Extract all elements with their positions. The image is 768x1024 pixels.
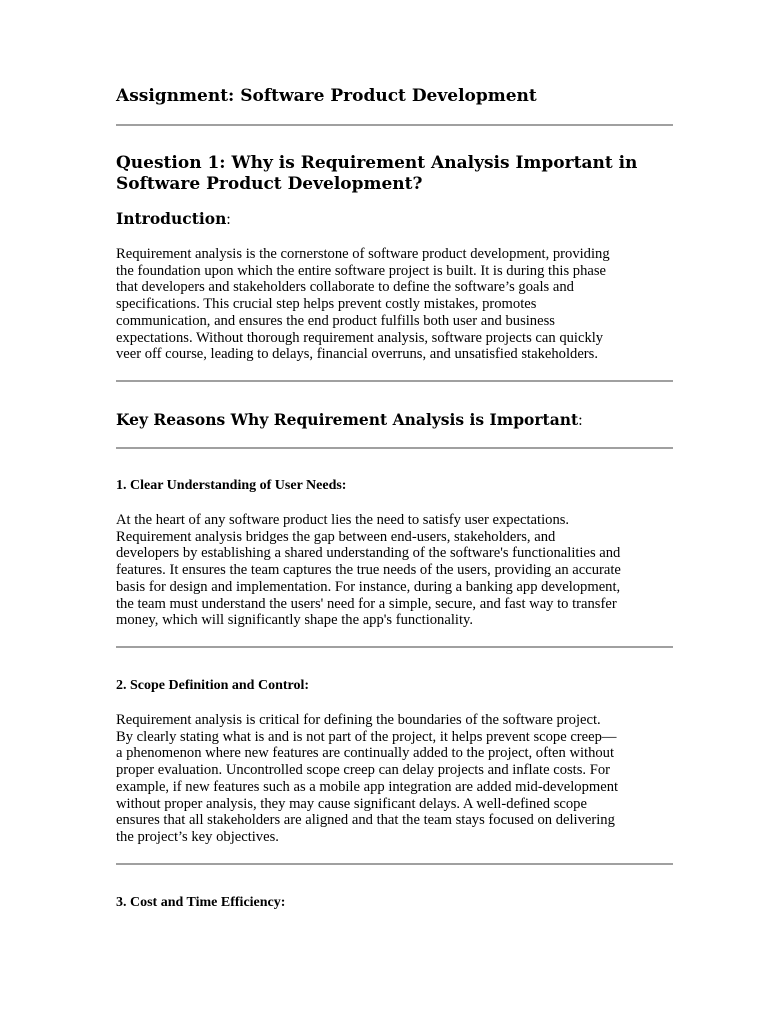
paragraph-line: the foundation upon which the entire software project is built. It is during this phase	[116, 262, 607, 279]
section-heading-user-needs: 1. Clear Understanding of User Needs:	[116, 478, 347, 493]
paragraph-line: specifications. This crucial step helps prevent costly mistakes, promotes	[116, 296, 537, 313]
divider	[116, 447, 673, 449]
paragraph-line: a phenomenon where new features are continually added to the project, often without	[116, 745, 615, 762]
section-heading-cost-time: 3. Cost and Time Efficiency:	[116, 895, 286, 910]
question-title-line: Question 1: Why is Requirement Analysis Important in	[116, 153, 638, 173]
paragraph-line: example, if new features such as a mobile app integration are added mid-development	[116, 778, 619, 795]
introduction-paragraph	[116, 246, 673, 363]
key-reasons-heading	[116, 410, 583, 430]
introduction-heading	[116, 209, 231, 229]
section-heading-scope: 2. Scope Definition and Control:	[116, 678, 310, 693]
paragraph-line: the team must understand the users' need for a simple, secure, and fast way to transfer	[116, 595, 617, 612]
paragraph-line: expectations. Without thorough requirement analysis, software projects can quickly	[116, 329, 604, 346]
paragraph-line: without proper analysis, they may cause significant delays. A well-defined scope	[116, 795, 587, 812]
paragraph-line: that developers and stakeholders collaborate to define the software’s goals and	[116, 279, 574, 296]
paragraph-line: proper evaluation. Uncontrolled scope creep can delay projects and inflate costs. For	[116, 762, 610, 779]
paragraph-line: basis for design and implementation. For instance, during a banking app development,	[116, 578, 621, 595]
heading-colon: :	[578, 412, 583, 429]
paragraph-line: ensures that all stakeholders are aligned and that the team stays focused on delivering	[116, 812, 615, 829]
divider	[116, 124, 673, 126]
assignment-title: Assignment: Software Product Development	[116, 86, 537, 106]
paragraph-line: Requirement analysis is the cornerstone of software product development, providing	[116, 246, 610, 262]
paragraph-line: features. It ensures the team captures the true needs of the users, providing an accurate	[116, 562, 621, 579]
paragraph-line: veer off course, leading to delays, financial overruns, and unsatisfied stakeholders.	[116, 346, 598, 363]
key-reasons-heading-text: Key Reasons Why Requirement Analysis is Important	[116, 410, 579, 429]
heading-colon: :	[226, 211, 231, 228]
question-title	[116, 153, 673, 195]
scope-paragraph	[116, 712, 673, 846]
question-title-line: Software Product Development?	[116, 174, 423, 194]
divider	[116, 380, 673, 382]
paragraph-line: At the heart of any software product lies the need to satisfy user expectations.	[116, 512, 570, 528]
divider	[116, 646, 673, 648]
paragraph-line: money, which will significantly shape the app's functionality.	[116, 612, 473, 629]
introduction-heading-text: Introduction	[116, 209, 227, 228]
paragraph-line: By clearly stating what is and is not part of the project, it helps prevent scope creep—	[116, 728, 617, 745]
paragraph-line: the project’s key objectives.	[116, 828, 279, 845]
divider	[116, 863, 673, 865]
paragraph-line: Requirement analysis bridges the gap between end-users, stakeholders, and	[116, 528, 556, 545]
paragraph-line: developers by establishing a shared understanding of the software's functionalities and	[116, 545, 621, 562]
paragraph-line: communication, and ensures the end product fulfills both user and business	[116, 312, 555, 329]
user-needs-paragraph	[116, 512, 673, 629]
paragraph-line: Requirement analysis is critical for defining the boundaries of the software project.	[116, 712, 601, 728]
